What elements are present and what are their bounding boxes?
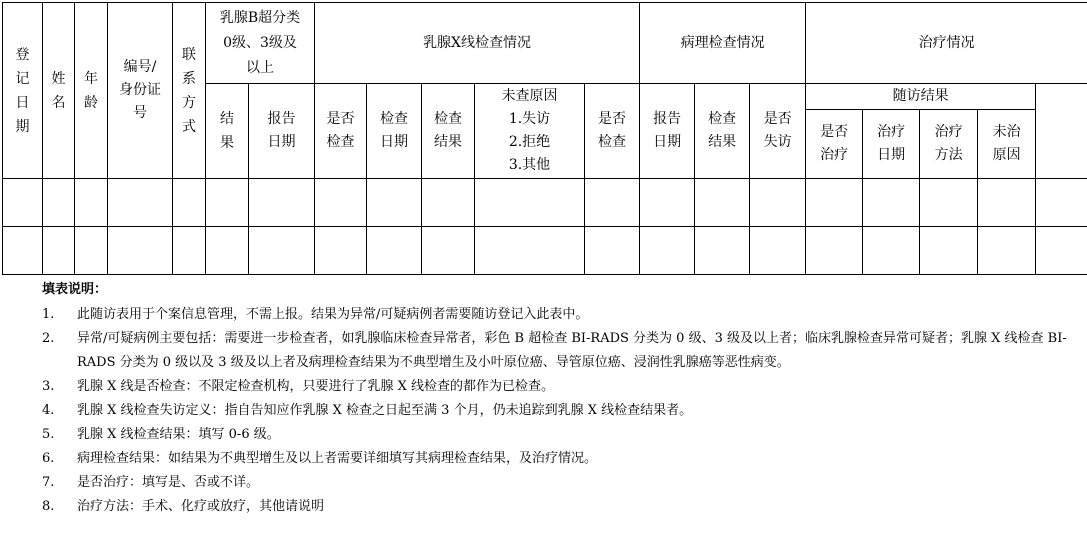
instruction-number: 8. — [42, 499, 55, 514]
table-cell[interactable] — [920, 179, 978, 227]
header-treatment-date: 治疗日期 — [863, 110, 920, 179]
header-ultrasound-group: 乳腺B超分类0级、3级及以上 — [206, 3, 315, 84]
header-treatment-group: 治疗情况 — [806, 3, 1087, 84]
table-cell[interactable] — [1036, 179, 1087, 227]
table-cell[interactable] — [1036, 227, 1087, 275]
table-cell[interactable] — [585, 179, 640, 227]
header-treatment-lost: 是否失访 — [750, 84, 806, 179]
filling-instructions — [42, 278, 1082, 519]
instruction-text: 治疗方法：手术、化疗或放疗，其他请说明 — [77, 499, 325, 514]
instruction-text: 乳腺 X 线是否检查：不限定检查机构，只要进行了乳腺 X 线检查的都作为已检查。 — [77, 379, 555, 394]
instruction-item — [42, 423, 1082, 447]
header-name: 姓名 — [43, 3, 75, 179]
instruction-number: 5. — [42, 427, 55, 442]
header-xray-checked: 是否检查 — [315, 84, 367, 179]
table-cell[interactable] — [206, 179, 249, 227]
table-cell[interactable] — [978, 179, 1036, 227]
instruction-number: 3. — [42, 379, 55, 394]
instruction-text: 是否治疗：填写是、否或不详。 — [77, 475, 260, 490]
table-cell[interactable] — [750, 179, 806, 227]
header-pathology-result: 检查结果 — [695, 84, 750, 179]
table-cell[interactable] — [367, 227, 422, 275]
table-cell[interactable] — [640, 179, 695, 227]
header-ultrasound-report-date: 报告日期 — [249, 84, 315, 179]
table-cell[interactable] — [422, 179, 475, 227]
header-xray-result: 检查结果 — [422, 84, 475, 179]
table-cell[interactable] — [750, 227, 806, 275]
table-row — [3, 227, 1087, 275]
table-cell[interactable] — [863, 179, 920, 227]
table-cell[interactable] — [475, 179, 585, 227]
table-cell[interactable] — [108, 227, 173, 275]
instruction-item — [42, 375, 1082, 399]
header-untreated-reason: 未治原因 — [978, 110, 1036, 179]
instruction-item — [42, 327, 1082, 375]
table-cell[interactable] — [43, 179, 75, 227]
table-row — [3, 179, 1087, 227]
table-cell[interactable] — [173, 179, 206, 227]
table-cell[interactable] — [43, 227, 75, 275]
header-xray-reason — [475, 84, 585, 179]
xray-reason-2: 2.拒绝 — [508, 134, 551, 150]
instruction-number: 6. — [42, 451, 55, 466]
table-cell[interactable] — [173, 227, 206, 275]
header-xray-group: 乳腺X线检查情况 — [315, 3, 640, 84]
table-cell[interactable] — [249, 227, 315, 275]
header-treatment-method: 治疗方法 — [920, 110, 978, 179]
table-cell[interactable] — [920, 227, 978, 275]
instruction-text: 此随访表用于个案信息管理，不需上报。结果为异常/可疑病例者需要随访登记入此表中。 — [77, 307, 589, 322]
header-reg-date: 登记日期 — [3, 3, 43, 179]
table-cell[interactable] — [640, 227, 695, 275]
table-cell[interactable] — [3, 179, 43, 227]
table-cell[interactable] — [315, 179, 367, 227]
followup-registration-table — [2, 2, 1087, 275]
instruction-number: 2. — [42, 331, 55, 346]
table-cell[interactable] — [695, 227, 750, 275]
header-treated: 是否治疗 — [806, 110, 863, 179]
header-ultrasound-result: 结果 — [206, 84, 249, 179]
table-cell[interactable] — [206, 227, 249, 275]
header-pathology-group: 病理检查情况 — [640, 3, 806, 84]
table-cell[interactable] — [249, 179, 315, 227]
table-cell[interactable] — [367, 179, 422, 227]
instruction-item — [42, 495, 1082, 519]
instruction-item — [42, 447, 1082, 471]
header-followup-group: 随访结果 — [806, 84, 1036, 110]
table-cell[interactable] — [315, 227, 367, 275]
instruction-item — [42, 399, 1082, 423]
xray-reason-3: 3.其他 — [508, 157, 551, 173]
instructions-title: 填表说明： — [42, 282, 108, 297]
table-cell[interactable] — [108, 179, 173, 227]
table-cell[interactable] — [475, 227, 585, 275]
instruction-item — [42, 471, 1082, 495]
instruction-number: 7. — [42, 475, 55, 490]
table-cell[interactable] — [585, 227, 640, 275]
instruction-number: 4. — [42, 403, 55, 418]
header-pathology-report-date: 报告日期 — [640, 84, 695, 179]
header-age: 年龄 — [75, 3, 108, 179]
table-cell[interactable] — [806, 227, 863, 275]
table-cell[interactable] — [422, 227, 475, 275]
header-id-number: 编号/身份证号 — [108, 3, 173, 179]
table-cell[interactable] — [3, 227, 43, 275]
xray-reason-title: 未查原因 — [501, 88, 558, 104]
header-pathology-checked: 是否检查 — [585, 84, 640, 179]
header-contact: 联系方式 — [173, 3, 206, 179]
header-xray-date: 检查日期 — [367, 84, 422, 179]
table-cell[interactable] — [978, 227, 1036, 275]
instruction-item — [42, 303, 1082, 327]
table-cell[interactable] — [863, 227, 920, 275]
instruction-text: 病理检查结果：如结果为不典型增生及以上者需要详细填写其病理检查结果，及治疗情况。 — [77, 451, 598, 466]
table-cell[interactable] — [75, 179, 108, 227]
xray-reason-1: 1.失访 — [508, 111, 551, 127]
table-cell[interactable] — [695, 179, 750, 227]
table-cell[interactable] — [75, 227, 108, 275]
instruction-number: 1. — [42, 307, 55, 322]
instruction-text: 乳腺 X 线检查失访定义：指自告知应作乳腺 X 检查之日起至满 3 个月，仍未追踪到乳腺 X 线检查结果者。 — [77, 403, 693, 418]
table-cell[interactable] — [806, 179, 863, 227]
instruction-text: 异常/可疑病例主要包括：需要进一步检查者，如乳腺临床检查异常者，彩色 B 超检查 BI-RADS 分类为 0 级、3 级及以上者；临床乳腺检查异常可疑者；乳腺 X 线检查 BI-RADS 分类为 0 级以及 3 级及以上者及病理检查结果为不典型增生及小叶原位癌、导管原位癌、浸润性乳腺癌等恶性病变。 — [77, 331, 1067, 370]
instruction-text: 乳腺 X 线检查结果：填写 0-6 级。 — [77, 427, 280, 442]
